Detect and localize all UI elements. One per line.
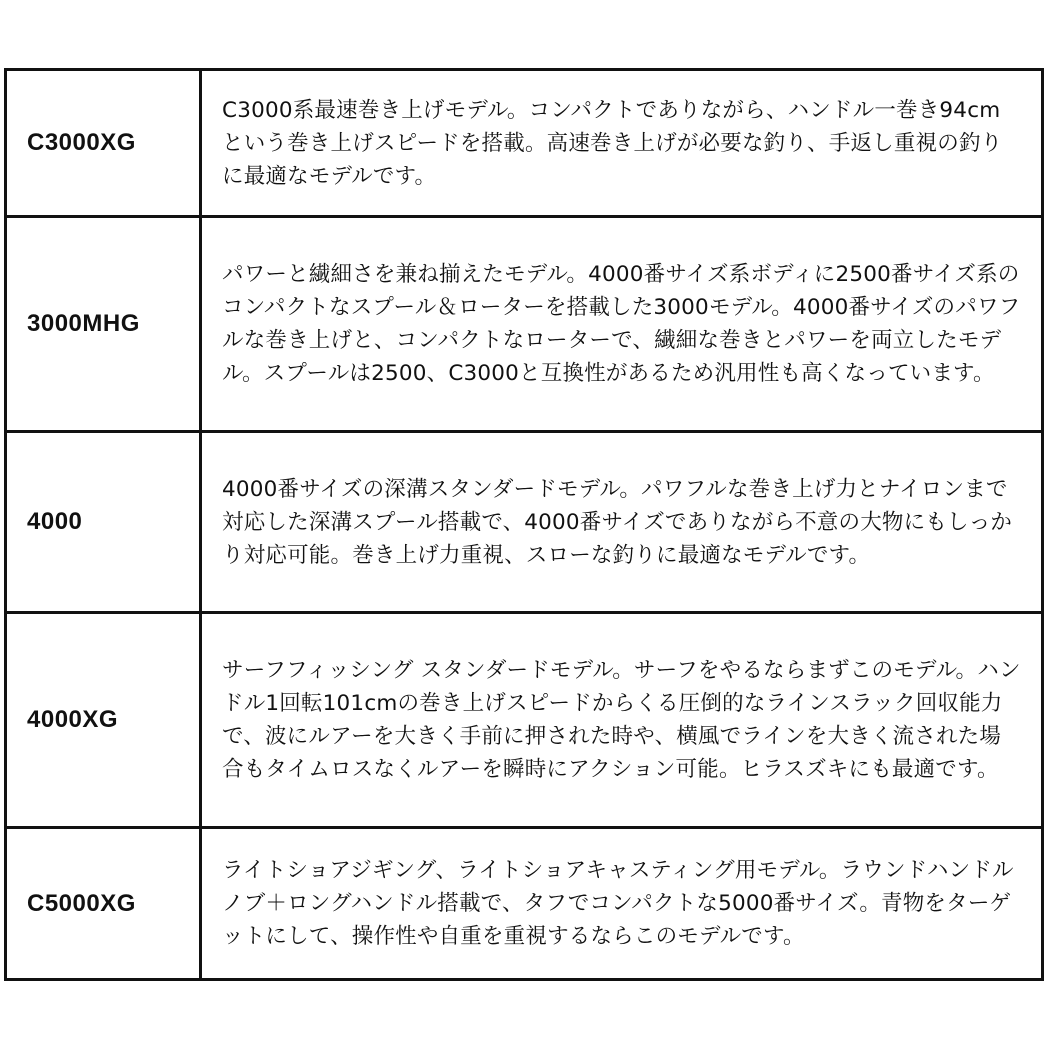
model-description-cell: サーフフィッシング スタンダードモデル。サーフをやるならまずこのモデル。ハンドル1回転101cmの巻き上げスピードからくる圧倒的なラインスラック回収能力で、波にルアーを大きく手前に押された時や、横風でラインを大きく流された場合もタイムロスなくルアーを瞬時にアクション可能。ヒラスズキにも最適です。	[201, 613, 1043, 828]
table-row	[6, 828, 1043, 980]
model-name-cell: C3000XG	[6, 70, 201, 217]
model-comparison-table	[4, 68, 1044, 981]
model-name-cell: C5000XG	[6, 828, 201, 980]
model-name-cell: 4000XG	[6, 613, 201, 828]
model-comparison-table-container	[4, 68, 1044, 981]
table-row	[6, 432, 1043, 613]
table-row	[6, 613, 1043, 828]
table-row	[6, 70, 1043, 217]
table-row	[6, 217, 1043, 432]
model-description-cell: C3000系最速巻き上げモデル。コンパクトでありながら、ハンドル一巻き94cmという巻き上げスピードを搭載。高速巻き上げが必要な釣り、手返し重視の釣りに最適なモデルです。	[201, 70, 1043, 217]
model-description-cell: ライトショアジギング、ライトショアキャスティング用モデル。ラウンドハンドルノブ＋ロングハンドル搭載で、タフでコンパクトな5000番サイズ。青物をターゲットにして、操作性や自重を重視するならこのモデルです。	[201, 828, 1043, 980]
model-description-cell: 4000番サイズの深溝スタンダードモデル。パワフルな巻き上げ力とナイロンまで対応した深溝スプール搭載で、4000番サイズでありながら不意の大物にもしっかり対応可能。巻き上げ力重視、スローな釣りに最適なモデルです。	[201, 432, 1043, 613]
model-name-cell: 4000	[6, 432, 201, 613]
model-description-cell: パワーと繊細さを兼ね揃えたモデル。4000番サイズ系ボディに2500番サイズ系のコンパクトなスプール＆ローターを搭載した3000モデル。4000番サイズのパワフルな巻き上げと、コンパクトなローターで、繊細な巻きとパワーを両立したモデル。スプールは2500、C3000と互換性があるため汎用性も高くなっています。	[201, 217, 1043, 432]
model-name-cell: 3000MHG	[6, 217, 201, 432]
